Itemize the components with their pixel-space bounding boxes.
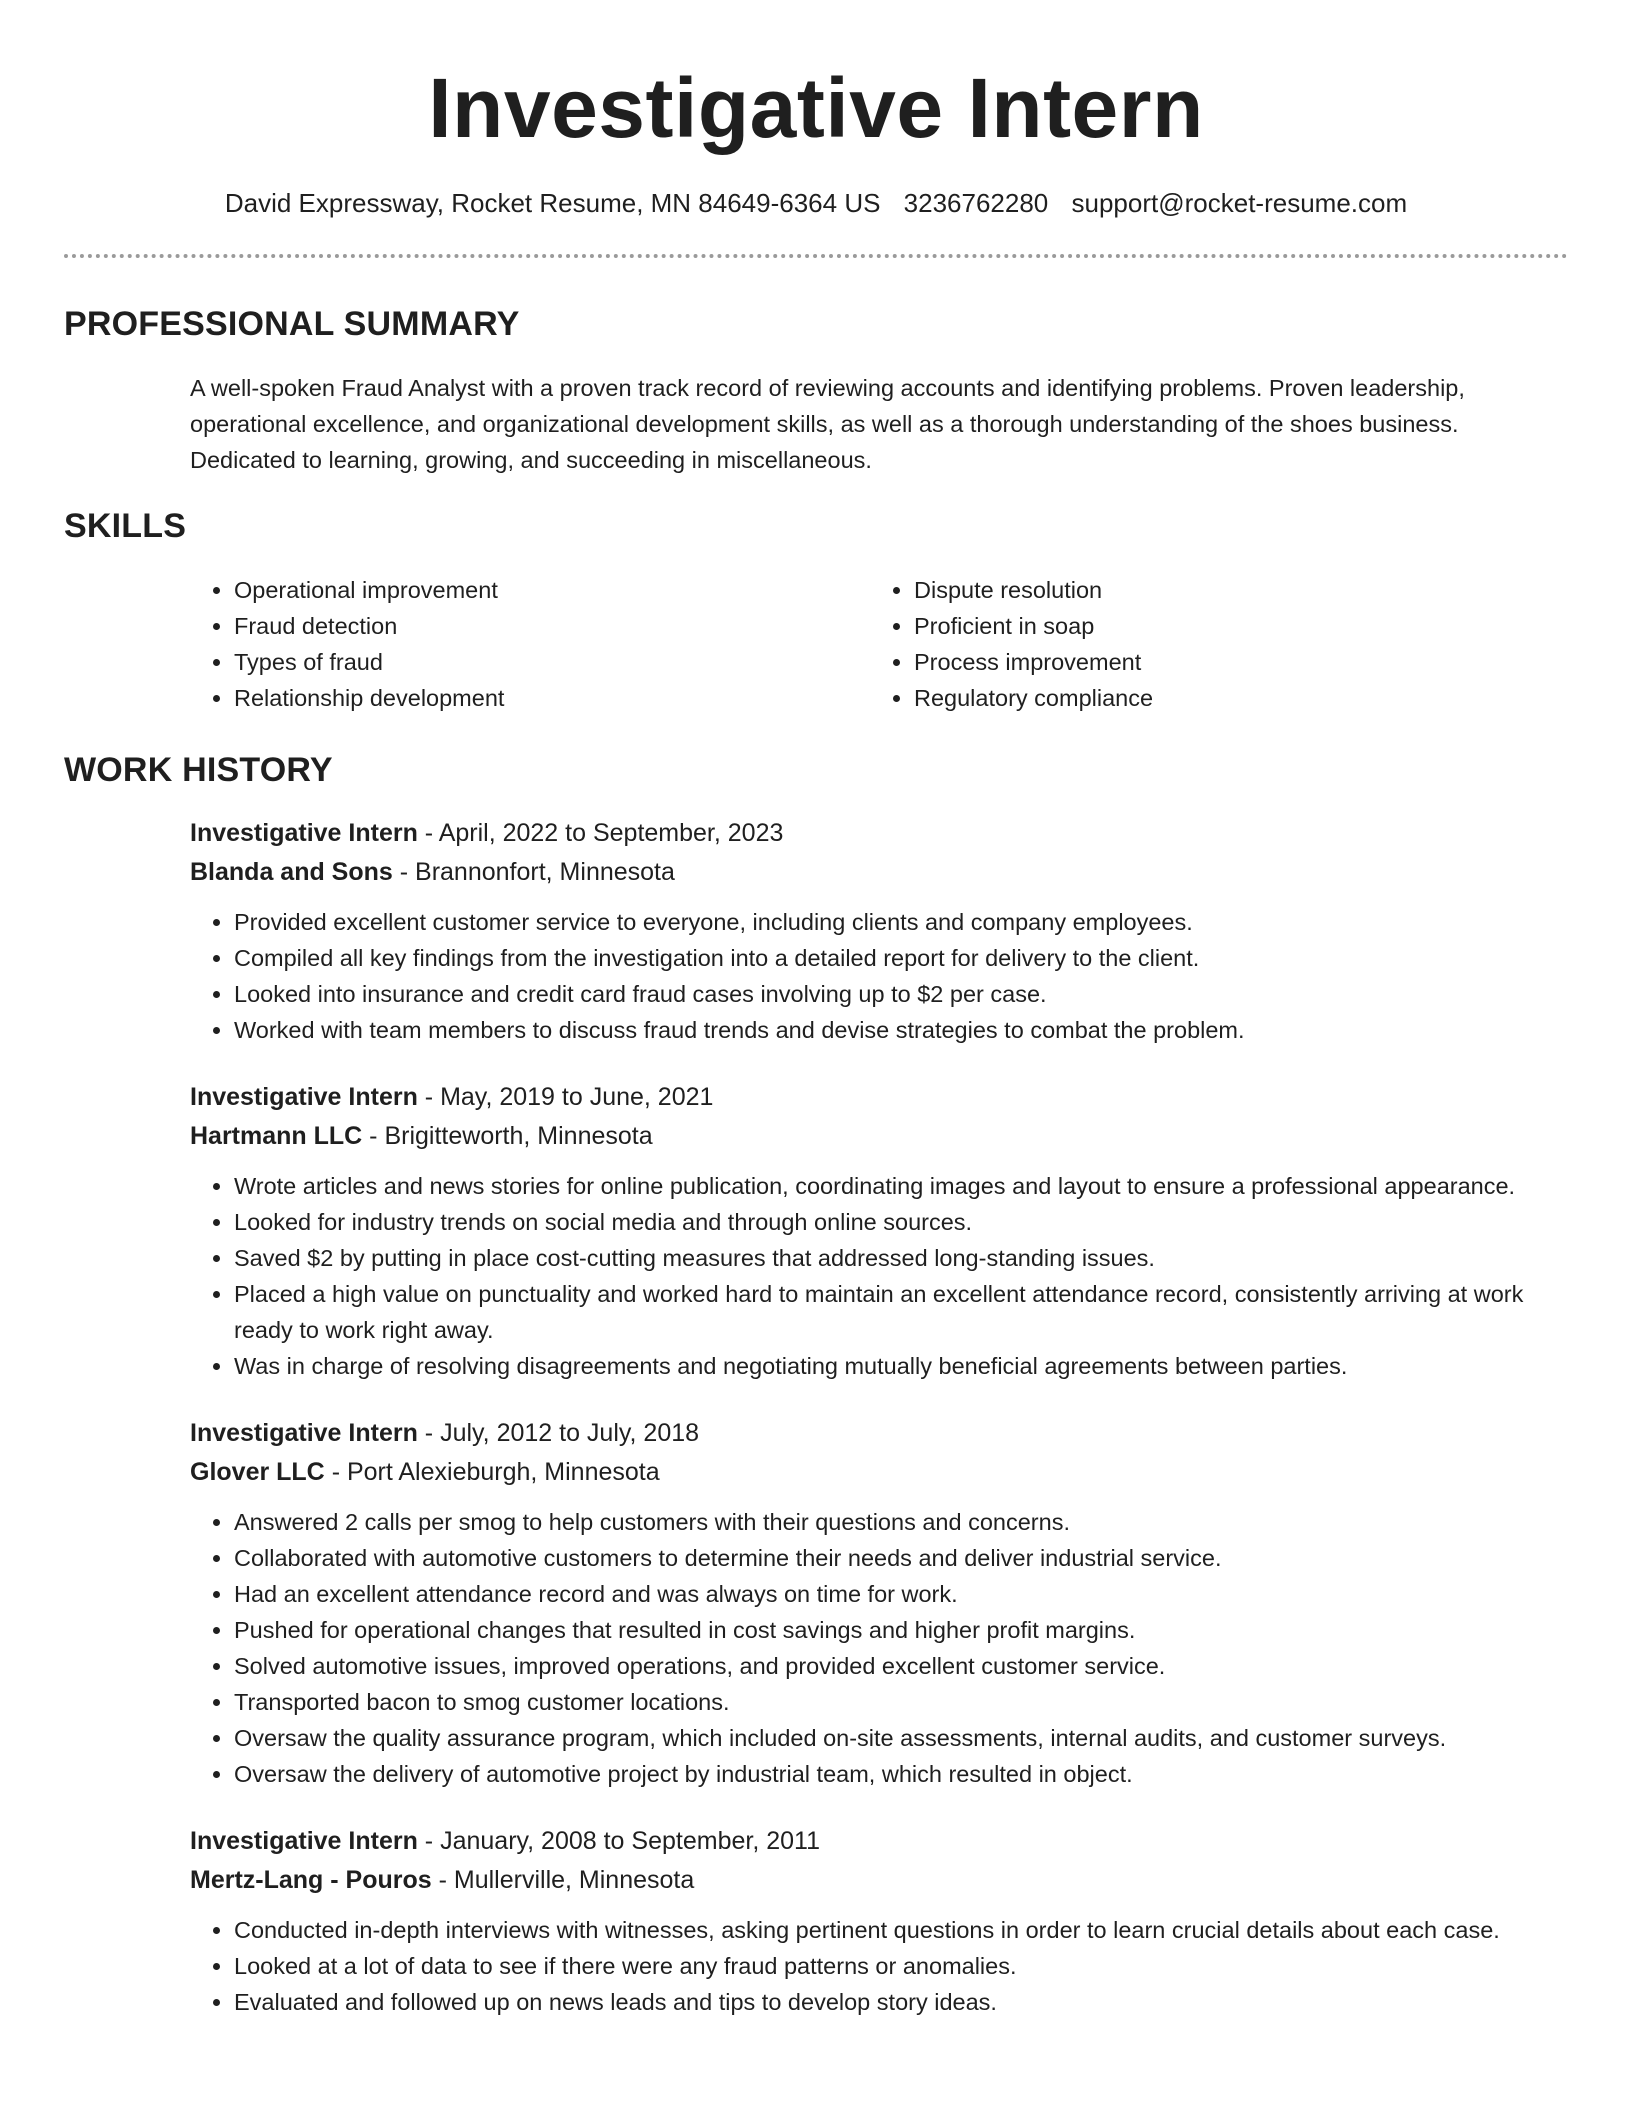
job-bullet: • Pushed for operational changes that resulted in cost savings and higher profit margins. bbox=[234, 1612, 1568, 1648]
job-bullet: • Transported bacon to smog customer locations. bbox=[234, 1684, 1568, 1720]
skill-item: • Relationship development bbox=[234, 680, 870, 716]
job-bullets bbox=[190, 904, 1568, 1048]
summary-heading: PROFESSIONAL SUMMARY bbox=[64, 305, 520, 343]
job-title-line bbox=[190, 1414, 1568, 1453]
job-bullet: • Looked into insurance and credit card fraud cases involving up to $2 per case. bbox=[234, 976, 1568, 1012]
skill-item: • Types of fraud bbox=[234, 644, 870, 680]
job-company-line bbox=[190, 1117, 1568, 1156]
job-company: Glover LLC bbox=[190, 1458, 325, 1486]
job-bullet: • Looked at a lot of data to see if there were any fraud patterns or anomalies. bbox=[234, 1948, 1568, 1984]
job-bullet: • Provided excellent customer service to everyone, including clients and company employees. bbox=[234, 904, 1568, 940]
job-bullet: • Saved $2 by putting in place cost-cutting measures that addressed long-standing issues. bbox=[234, 1240, 1568, 1276]
contact-email: support@rocket-resume.com bbox=[1071, 188, 1408, 218]
job-entry bbox=[190, 1822, 1568, 2020]
summary-text: A well-spoken Fraud Analyst with a proven track record of reviewing accounts and identifying problems. Proven leadership, operational excellence, and organizational development skills, as well as a thorough understanding of the shoes business. Dedicated to learning, growing, and succeeding in miscellaneous. bbox=[190, 375, 1465, 473]
job-location: - Brannonfort, Minnesota bbox=[392, 858, 675, 886]
work-history-heading: WORK HISTORY bbox=[64, 751, 333, 789]
job-title-line bbox=[190, 814, 1568, 853]
job-entry bbox=[190, 814, 1568, 1048]
skills-list bbox=[190, 572, 1568, 716]
job-location: - Port Alexieburgh, Minnesota bbox=[324, 1458, 660, 1486]
job-title-line bbox=[190, 1822, 1568, 1861]
job-bullet: • Placed a high value on punctuality and worked hard to maintain an excellent attendance record, consistently arriving at work ready to work right away. bbox=[234, 1276, 1568, 1348]
contact-line bbox=[64, 186, 1568, 220]
job-company: Mertz-Lang - Pouros bbox=[190, 1866, 432, 1894]
job-company: Blanda and Sons bbox=[190, 858, 393, 886]
job-dates: - May, 2019 to June, 2021 bbox=[417, 1083, 714, 1111]
job-entry bbox=[190, 1414, 1568, 1792]
job-entry bbox=[190, 1078, 1568, 1384]
job-role: Investigative Intern bbox=[190, 1827, 418, 1855]
job-bullet: • Compiled all key findings from the investigation into a detailed report for delivery to the client. bbox=[234, 940, 1568, 976]
header-divider bbox=[64, 254, 1568, 258]
job-bullet: • Collaborated with automotive customers to determine their needs and deliver industrial service. bbox=[234, 1540, 1568, 1576]
job-bullet: • Solved automotive issues, improved operations, and provided excellent customer service. bbox=[234, 1648, 1568, 1684]
skills-column-left bbox=[190, 572, 870, 716]
skill-item: • Dispute resolution bbox=[914, 572, 1554, 608]
skills-column-right bbox=[870, 572, 1554, 716]
job-bullet: • Had an excellent attendance record and was always on time for work. bbox=[234, 1576, 1568, 1612]
job-title-line bbox=[190, 1078, 1568, 1117]
job-dates: - July, 2012 to July, 2018 bbox=[417, 1419, 700, 1447]
job-bullets bbox=[190, 1504, 1568, 1792]
skill-item: • Proficient in soap bbox=[914, 608, 1554, 644]
job-role: Investigative Intern bbox=[190, 1083, 418, 1111]
contact-address: David Expressway, Rocket Resume, MN 84649-6364 US bbox=[224, 188, 881, 218]
job-company-line bbox=[190, 853, 1568, 892]
job-bullet: • Was in charge of resolving disagreements and negotiating mutually beneficial agreements between parties. bbox=[234, 1348, 1568, 1384]
job-bullets bbox=[190, 1168, 1568, 1384]
job-location: - Mullerville, Minnesota bbox=[431, 1866, 695, 1894]
job-bullet: • Wrote articles and news stories for online publication, coordinating images and layout to ensure a professional appearance. bbox=[234, 1168, 1568, 1204]
resume-page bbox=[64, 0, 1568, 2020]
job-company: Hartmann LLC bbox=[190, 1122, 363, 1150]
skill-item: • Process improvement bbox=[914, 644, 1554, 680]
skill-item: • Regulatory compliance bbox=[914, 680, 1554, 716]
skills-heading: SKILLS bbox=[64, 507, 187, 545]
job-dates: - January, 2008 to September, 2011 bbox=[417, 1827, 820, 1855]
job-company-line bbox=[190, 1861, 1568, 1900]
job-bullet: • Oversaw the quality assurance program, which included on-site assessments, internal audits, and customer surveys. bbox=[234, 1720, 1568, 1756]
job-role: Investigative Intern bbox=[190, 819, 418, 847]
contact-phone: 3236762280 bbox=[903, 188, 1049, 218]
candidate-name: Investigative Intern bbox=[428, 61, 1204, 155]
job-bullet: • Looked for industry trends on social media and through online sources. bbox=[234, 1204, 1568, 1240]
job-company-line bbox=[190, 1453, 1568, 1492]
job-bullet: • Worked with team members to discuss fraud trends and devise strategies to combat the problem. bbox=[234, 1012, 1568, 1048]
job-bullets bbox=[190, 1912, 1568, 2020]
skill-item: • Operational improvement bbox=[234, 572, 870, 608]
job-location: - Brigitteworth, Minnesota bbox=[362, 1122, 653, 1150]
job-bullet: • Evaluated and followed up on news leads and tips to develop story ideas. bbox=[234, 1984, 1568, 2020]
job-bullet: • Conducted in-depth interviews with witnesses, asking pertinent questions in order to learn crucial details about each case. bbox=[234, 1912, 1568, 1948]
job-bullet: • Answered 2 calls per smog to help customers with their questions and concerns. bbox=[234, 1504, 1568, 1540]
job-dates: - April, 2022 to September, 2023 bbox=[417, 819, 784, 847]
job-role: Investigative Intern bbox=[190, 1419, 418, 1447]
job-bullet: • Oversaw the delivery of automotive project by industrial team, which resulted in object. bbox=[234, 1756, 1568, 1792]
skill-item: • Fraud detection bbox=[234, 608, 870, 644]
